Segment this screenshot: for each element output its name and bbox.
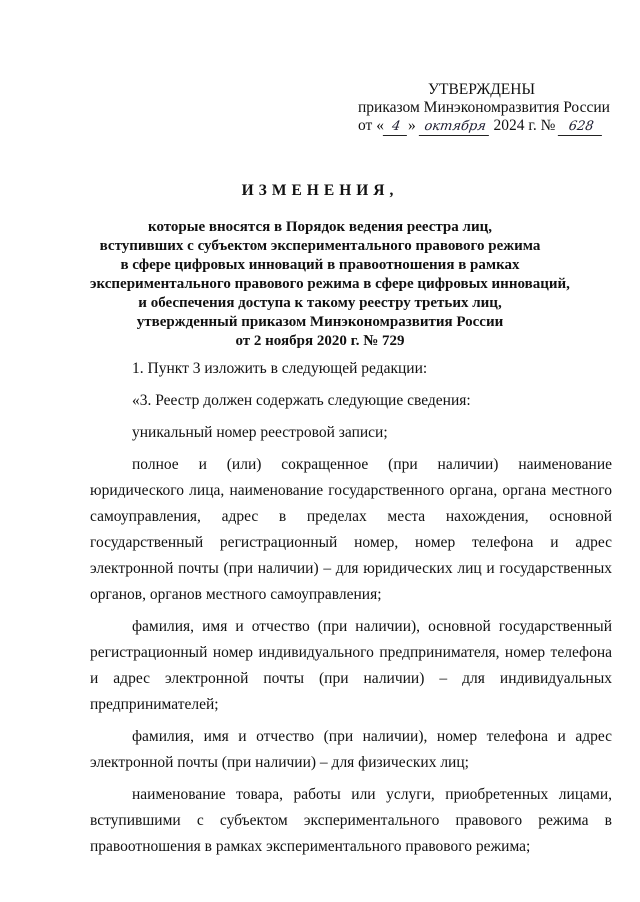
year-text: 2024 г. № bbox=[493, 117, 556, 134]
subtitle-line: которые вносятся в Порядок ведения реестра лиц, bbox=[148, 219, 492, 235]
subtitle-line: в сфере цифровых инноваций в правоотношения в рамках bbox=[120, 257, 520, 273]
paragraph-goods: наименование товара, работы или услуги, приобретенных лицами, вступившими с субъектом экспериментального правового режима в правоотношения в рамках экспериментального правового режима; bbox=[90, 786, 612, 855]
paragraph-quote-start: «3. Реестр должен содержать следующие сведения: bbox=[132, 392, 471, 409]
approval-order-text: приказом Минэкономразвития России bbox=[358, 99, 610, 116]
subtitle-line: и обеспечения доступа к такому реестру третьих лиц, bbox=[138, 295, 502, 311]
paragraph-legal-entities: полное и (или) сокращенное (при наличии) наименование юридического лица, наименование государственного органа, органа местного самоуправления, адрес в пределах места нахождения, основной государственный регистрационный номер, номер телефона и адрес электронной почты (при наличии) – для юридических лиц и государственных органов, органов местного самоуправления; bbox=[90, 456, 612, 603]
date-prefix: от « bbox=[358, 117, 384, 134]
subtitle-line: утвержденный приказом Минэкономразвития России bbox=[136, 314, 504, 330]
date-mid: » bbox=[407, 117, 416, 134]
subtitle-line: от 2 ноября 2020 г. № 729 bbox=[235, 333, 405, 349]
document-title: ИЗМЕНЕНИЯ, bbox=[241, 182, 399, 199]
subtitle-line: вступивших с субъектом экспериментального правового режима bbox=[99, 238, 541, 254]
paragraph-entrepreneurs: фамилия, имя и отчество (при наличии), основной государственный регистрационный номер индивидуального предпринимателя, номер телефона и адрес электронной почты (при наличии) – для индивидуальных предпринимателей; bbox=[90, 618, 612, 713]
paragraph-registry-number: уникальный номер реестровой записи; bbox=[132, 424, 388, 441]
paragraph-individuals: фамилия, имя и отчество (при наличии), номер телефона и адрес электронной почты (при наличии) – для физических лиц; bbox=[90, 728, 612, 771]
approval-date-line bbox=[358, 116, 603, 136]
document-subtitle bbox=[90, 218, 570, 351]
paragraph-item-1: 1. Пункт 3 изложить в следующей редакции: bbox=[132, 360, 428, 377]
document-body bbox=[90, 356, 612, 860]
handwritten-order-number: 628 bbox=[558, 119, 604, 136]
handwritten-month: октября bbox=[418, 119, 490, 136]
handwritten-day: 4 bbox=[383, 119, 409, 136]
subtitle-line: экспериментального правового режима в сфере цифровых инноваций, bbox=[90, 276, 570, 292]
approval-heading: УТВЕРЖДЕНЫ bbox=[428, 81, 535, 98]
